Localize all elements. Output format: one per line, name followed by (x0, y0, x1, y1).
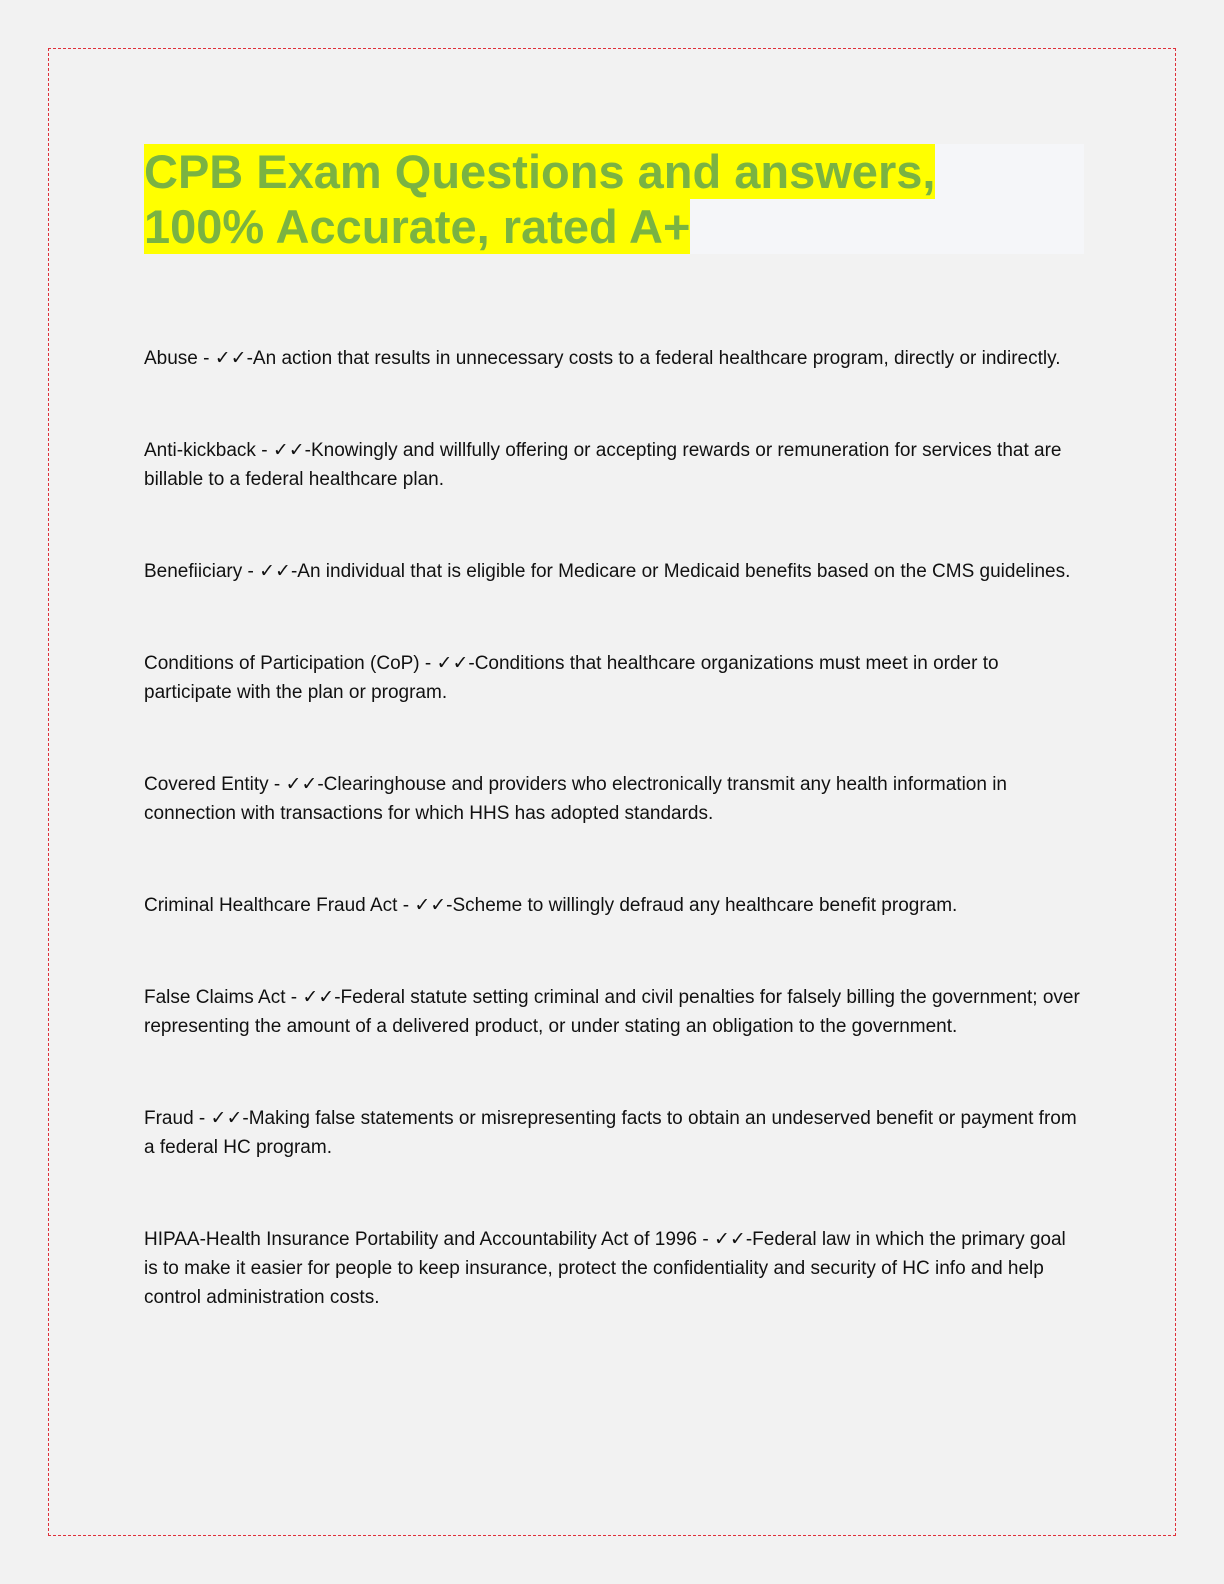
double-check-icon: ✓✓ (210, 1107, 243, 1129)
glossary-entry (144, 891, 1084, 920)
glossary-entries (144, 344, 1084, 1375)
entry-separator: - (697, 1229, 714, 1250)
double-check-icon: ✓✓ (414, 894, 447, 916)
entry-separator: - (285, 987, 303, 1008)
entry-definition: -Making false statements or misrepresenting facts to obtain an undeserved benefit or payment from a federal HC program. (144, 1108, 1077, 1158)
glossary-entry (144, 436, 1084, 494)
glossary-entry (144, 983, 1084, 1041)
entry-separator: - (193, 1108, 211, 1129)
entry-term: Abuse (144, 348, 198, 369)
double-check-icon: ✓✓ (285, 773, 318, 795)
glossary-entry (144, 557, 1084, 586)
entry-definition: -Federal statute setting criminal and civil penalties for falsely billing the government; over representing the amount of a delivered product, or under stating an obligation to the government. (144, 987, 1080, 1037)
entry-separator: - (268, 774, 286, 795)
glossary-entry (144, 1225, 1084, 1312)
double-check-icon: ✓✓ (302, 986, 335, 1008)
entry-definition: -An individual that is eligible for Medicare or Medicaid benefits based on the CMS guidelines. (290, 561, 1071, 582)
double-check-icon: ✓✓ (214, 347, 247, 369)
entry-separator: - (197, 348, 215, 369)
entry-term: Covered Entity (144, 774, 269, 795)
entry-separator: - (242, 561, 260, 582)
entry-definition: -Clearinghouse and providers who electronically transmit any health information in connection with transactions for which HHS has adopted standards. (144, 774, 1007, 824)
title-block (144, 144, 1084, 254)
entry-term: Fraud (144, 1108, 194, 1129)
entry-definition: -An action that results in unnecessary costs to a federal healthcare program, directly or indirectly. (246, 348, 1061, 369)
double-check-icon: ✓✓ (259, 560, 291, 582)
entry-separator: - (419, 653, 437, 674)
entry-definition: -Federal law in which the primary goal is to make it easier for people to keep insurance, protect the confidentiality and security of HC info and help control administration costs. (144, 1229, 1066, 1308)
glossary-entry (144, 1104, 1084, 1162)
entry-separator: - (255, 440, 273, 461)
entry-definition: -Conditions that healthcare organizations must meet in order to participate with the plan or program. (144, 653, 999, 703)
entry-term: Anti-kickback (144, 440, 256, 461)
glossary-entry (144, 649, 1084, 707)
double-check-icon: ✓✓ (272, 439, 305, 461)
title-line-2: 100% Accurate, rated A+ (144, 200, 691, 253)
glossary-entry (144, 770, 1084, 828)
entry-term: Conditions of Participation (CoP) (144, 653, 420, 674)
double-check-icon: ✓✓ (713, 1228, 746, 1250)
entry-term: Benefiiciary (144, 561, 243, 582)
entry-term: False Claims Act (144, 987, 286, 1008)
title-line-1: CPB Exam Questions and answers, (144, 145, 936, 198)
double-check-icon: ✓✓ (436, 652, 469, 674)
entry-term: Criminal Healthcare Fraud Act (144, 895, 398, 916)
entry-separator: - (397, 895, 415, 916)
entry-definition: -Knowingly and willfully offering or accepting rewards or remuneration for services that are billable to a federal healthcare plan. (144, 440, 1062, 490)
entry-term: HIPAA-Health Insurance Portability and Accountability Act of 1996 (144, 1229, 698, 1250)
glossary-entry (144, 344, 1084, 373)
entry-definition: -Scheme to willingly defraud any healthcare benefit program. (446, 895, 958, 916)
